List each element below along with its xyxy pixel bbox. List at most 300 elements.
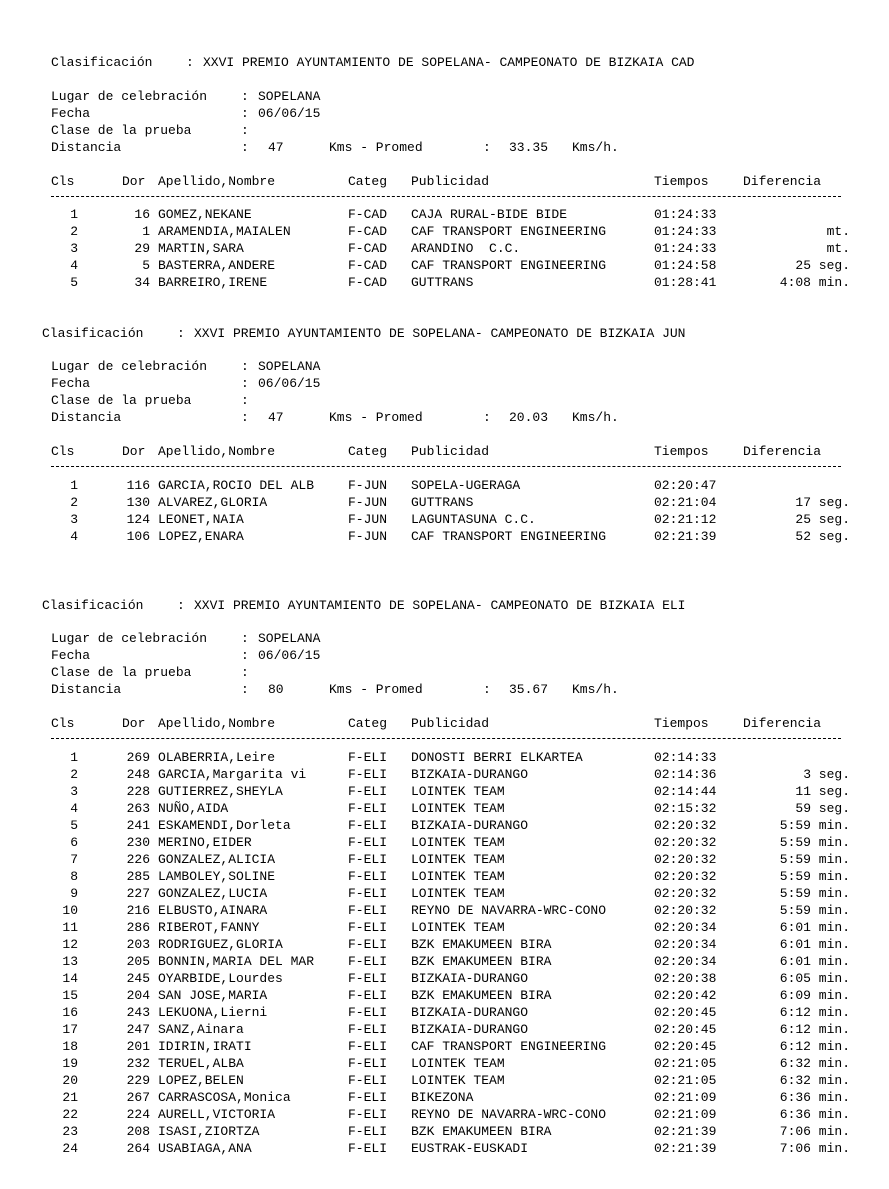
row-publicidad: BIKEZONA [411,1090,474,1105]
row-tiempo: 02:20:32 [654,818,717,833]
row-nombre: LEKUONA,Lierni [158,1005,268,1020]
row-cls: 15 [62,988,78,1003]
meta-colon: : [241,123,249,138]
row-tiempo: 02:20:34 [654,920,717,935]
row-tiempo: 02:21:05 [654,1073,717,1088]
row-dor: 116 [126,478,150,493]
row-cls: 22 [62,1107,78,1122]
row-publicidad: LOINTEK TEAM [411,920,505,935]
row-cls: 2 [70,224,78,239]
row-categ: F-ELI [348,784,388,799]
row-publicidad: CAF TRANSPORT ENGINEERING [411,224,607,239]
row-diferencia: 11 seg. [795,784,850,799]
col-header-nombre: Apellido,Nombre [158,716,276,731]
row-categ: F-ELI [348,937,388,952]
row-dor: 285 [126,869,150,884]
row-tiempo: 02:20:42 [654,988,717,1003]
row-dor: 247 [126,1022,150,1037]
row-dor: 130 [126,495,150,510]
row-cls: 3 [70,241,78,256]
row-diferencia: 6:32 min. [779,1073,850,1088]
row-publicidad: BZK EMAKUMEEN BIRA [411,988,552,1003]
row-categ: F-CAD [348,258,388,273]
row-categ: F-ELI [348,750,388,765]
row-diferencia: 5:59 min. [779,852,850,867]
row-tiempo: 02:20:34 [654,954,717,969]
row-categ: F-ELI [348,1022,388,1037]
row-tiempo: 02:20:32 [654,852,717,867]
fecha-label: Fecha [51,648,91,663]
col-header-tiempos: Tiempos [654,716,709,731]
row-cls: 12 [62,937,78,952]
row-nombre: ESKAMENDI,Dorleta [158,818,291,833]
row-nombre: IDIRIN,IRATI [158,1039,252,1054]
row-tiempo: 02:20:38 [654,971,717,986]
row-categ: F-ELI [348,869,388,884]
row-tiempo: 01:24:33 [654,207,717,222]
row-publicidad: LOINTEK TEAM [411,1073,505,1088]
row-dor: 216 [126,903,150,918]
row-diferencia: 6:12 min. [779,1005,850,1020]
row-cls: 16 [62,1005,78,1020]
row-publicidad: BIZKAIA-DURANGO [411,1022,529,1037]
row-categ: F-JUN [348,512,388,527]
row-dor: 201 [126,1039,150,1054]
row-publicidad: CAF TRANSPORT ENGINEERING [411,529,607,544]
col-header-tiempos: Tiempos [654,174,709,189]
promedio-value: 35.67 [509,682,549,697]
row-publicidad: CAF TRANSPORT ENGINEERING [411,258,607,273]
row-nombre: ALVAREZ,GLORIA [158,495,268,510]
row-cls: 18 [62,1039,78,1054]
row-dor: 5 [142,258,150,273]
row-publicidad: BZK EMAKUMEEN BIRA [411,1124,552,1139]
row-tiempo: 02:20:32 [654,886,717,901]
row-nombre: ISASI,ZIORTZA [158,1124,260,1139]
col-header-cls: Cls [51,716,75,731]
row-dor: 232 [126,1056,150,1071]
row-nombre: LEONET,NAIA [158,512,244,527]
lugar-label: Lugar de celebración [51,359,208,374]
lugar-value: SOPELANA [258,89,321,104]
row-categ: F-ELI [348,886,388,901]
row-cls: 5 [70,275,78,290]
row-categ: F-ELI [348,818,388,833]
fecha-value: 06/06/15 [258,648,321,663]
row-cls: 23 [62,1124,78,1139]
row-publicidad: BIZKAIA-DURANGO [411,1005,529,1020]
row-categ: F-ELI [348,852,388,867]
row-nombre: SANZ,Ainara [158,1022,244,1037]
fecha-value: 06/06/15 [258,106,321,121]
distancia-label: Distancia [51,140,122,155]
row-tiempo: 02:20:45 [654,1005,717,1020]
row-tiempo: 01:24:33 [654,241,717,256]
row-dor: 106 [126,529,150,544]
row-diferencia: 6:01 min. [779,937,850,952]
col-header-publicidad: Publicidad [411,444,490,459]
row-tiempo: 02:14:33 [654,750,717,765]
row-diferencia: 5:59 min. [779,835,850,850]
row-categ: F-CAD [348,207,388,222]
row-tiempo: 02:21:04 [654,495,717,510]
row-categ: F-ELI [348,1124,388,1139]
row-cls: 1 [70,478,78,493]
row-tiempo: 02:20:32 [654,835,717,850]
row-diferencia: 6:12 min. [779,1022,850,1037]
row-diferencia: 5:59 min. [779,869,850,884]
row-dor: 124 [126,512,150,527]
meta-colon: : [241,140,249,155]
row-nombre: ELBUSTO,AINARA [158,903,268,918]
row-diferencia: 52 seg. [795,529,850,544]
row-diferencia: 6:32 min. [779,1056,850,1071]
lugar-label: Lugar de celebración [51,89,208,104]
meta-colon: : [241,682,249,697]
col-header-diferencia: Diferencia [743,716,822,731]
row-tiempo: 02:21:39 [654,529,717,544]
lugar-label: Lugar de celebración [51,631,208,646]
row-nombre: BASTERRA,ANDERE [158,258,276,273]
row-dor: 203 [126,937,150,952]
row-cls: 10 [62,903,78,918]
row-categ: F-ELI [348,1107,388,1122]
row-nombre: NUÑO,AIDA [158,801,229,816]
row-cls: 6 [70,835,78,850]
row-publicidad: BIZKAIA-DURANGO [411,971,529,986]
meta-colon: : [241,89,249,104]
row-categ: F-ELI [348,920,388,935]
row-dor: 204 [126,988,150,1003]
row-publicidad: CAF TRANSPORT ENGINEERING [411,1039,607,1054]
row-categ: F-JUN [348,529,388,544]
row-diferencia: 5:59 min. [779,903,850,918]
row-publicidad: BZK EMAKUMEEN BIRA [411,937,552,952]
section-title-colon: : [177,326,185,341]
row-publicidad: LOINTEK TEAM [411,869,505,884]
distancia-value: 47 [268,410,284,425]
col-header-categ: Categ [348,716,388,731]
row-cls: 1 [70,750,78,765]
row-categ: F-ELI [348,903,388,918]
row-dor: 264 [126,1141,150,1156]
row-cls: 14 [62,971,78,986]
kms-promed-label: Kms - Promed [329,140,423,155]
row-dor: 263 [126,801,150,816]
row-publicidad: LOINTEK TEAM [411,886,505,901]
kmsh-label: Kms/h. [572,140,619,155]
row-cls: 11 [62,920,78,935]
col-header-categ: Categ [348,444,388,459]
meta-colon: : [241,665,249,680]
row-tiempo: 02:15:32 [654,801,717,816]
row-nombre: OYARBIDE,Lourdes [158,971,283,986]
row-cls: 2 [70,767,78,782]
row-diferencia: 6:36 min. [779,1090,850,1105]
row-cls: 4 [70,529,78,544]
row-tiempo: 02:20:45 [654,1022,717,1037]
row-tiempo: 02:20:32 [654,869,717,884]
row-dor: 241 [126,818,150,833]
section-title-label: Clasificación [51,55,153,70]
meta-colon: : [241,410,249,425]
row-dor: 286 [126,920,150,935]
row-categ: F-ELI [348,1039,388,1054]
row-nombre: ARAMENDIA,MAIALEN [158,224,291,239]
section-title-colon: : [186,55,194,70]
meta-colon: : [241,106,249,121]
clase-label: Clase de la prueba [51,665,192,680]
row-diferencia: 17 seg. [795,495,850,510]
meta-colon: : [483,410,491,425]
row-tiempo: 02:21:39 [654,1124,717,1139]
row-diferencia: mt. [826,224,850,239]
row-publicidad: LOINTEK TEAM [411,1056,505,1071]
row-nombre: LOPEZ,BELEN [158,1073,244,1088]
meta-colon: : [483,140,491,155]
row-categ: F-ELI [348,835,388,850]
row-dor: 229 [126,1073,150,1088]
row-cls: 1 [70,207,78,222]
kmsh-label: Kms/h. [572,682,619,697]
row-diferencia: 4:08 min. [779,275,850,290]
col-header-dor: Dor [122,444,146,459]
row-publicidad: BZK EMAKUMEEN BIRA [411,954,552,969]
distancia-value: 47 [268,140,284,155]
row-cls: 24 [62,1141,78,1156]
col-header-categ: Categ [348,174,388,189]
row-tiempo: 02:14:36 [654,767,717,782]
row-dor: 34 [134,275,150,290]
fecha-value: 06/06/15 [258,376,321,391]
row-diferencia: 6:01 min. [779,954,850,969]
row-categ: F-ELI [348,801,388,816]
row-cls: 19 [62,1056,78,1071]
distancia-label: Distancia [51,410,122,425]
row-tiempo: 02:21:09 [654,1107,717,1122]
row-tiempo: 01:24:33 [654,224,717,239]
row-cls: 7 [70,852,78,867]
row-dor: 208 [126,1124,150,1139]
row-publicidad: REYNO DE NAVARRA-WRC-CONO [411,1107,607,1122]
row-cls: 3 [70,512,78,527]
col-header-nombre: Apellido,Nombre [158,174,276,189]
row-tiempo: 02:20:47 [654,478,717,493]
row-tiempo: 02:21:39 [654,1141,717,1156]
section-title: XXVI PREMIO AYUNTAMIENTO DE SOPELANA- CAMPEONATO DE BIZKAIA CAD [203,55,695,70]
row-nombre: RODRIGUEZ,GLORIA [158,937,283,952]
row-diferencia: 25 seg. [795,258,850,273]
row-publicidad: GUTTRANS [411,275,474,290]
row-categ: F-JUN [348,478,388,493]
promedio-value: 33.35 [509,140,549,155]
row-dor: 245 [126,971,150,986]
row-nombre: BARREIRO,IRENE [158,275,268,290]
row-nombre: LOPEZ,ENARA [158,529,244,544]
row-publicidad: LOINTEK TEAM [411,852,505,867]
row-nombre: GONZALEZ,ALICIA [158,852,276,867]
col-header-dor: Dor [122,716,146,731]
row-categ: F-ELI [348,971,388,986]
row-nombre: GOMEZ,NEKANE [158,207,252,222]
row-diferencia: 5:59 min. [779,886,850,901]
row-tiempo: 02:21:12 [654,512,717,527]
lugar-value: SOPELANA [258,631,321,646]
row-dor: 267 [126,1090,150,1105]
row-cls: 4 [70,258,78,273]
col-header-cls: Cls [51,174,75,189]
row-dor: 230 [126,835,150,850]
row-dor: 1 [142,224,150,239]
row-categ: F-CAD [348,224,388,239]
row-nombre: OLABERRIA,Leire [158,750,276,765]
col-header-publicidad: Publicidad [411,174,490,189]
row-diferencia: 6:09 min. [779,988,850,1003]
row-dor: 228 [126,784,150,799]
row-diferencia: 6:36 min. [779,1107,850,1122]
row-publicidad: GUTTRANS [411,495,474,510]
row-dor: 227 [126,886,150,901]
row-publicidad: CAJA RURAL-BIDE BIDE [411,207,568,222]
meta-colon: : [483,682,491,697]
meta-colon: : [241,648,249,663]
row-dor: 248 [126,767,150,782]
row-cls: 5 [70,818,78,833]
row-cls: 9 [70,886,78,901]
col-header-diferencia: Diferencia [743,444,822,459]
distancia-label: Distancia [51,682,122,697]
col-header-tiempos: Tiempos [654,444,709,459]
row-tiempo: 02:21:05 [654,1056,717,1071]
row-cls: 2 [70,495,78,510]
row-diferencia: 6:12 min. [779,1039,850,1054]
row-dor: 16 [134,207,150,222]
kms-promed-label: Kms - Promed [329,410,423,425]
section-title-label: Clasificación [42,598,144,613]
row-nombre: MARTIN,SARA [158,241,244,256]
clase-label: Clase de la prueba [51,123,192,138]
col-header-nombre: Apellido,Nombre [158,444,276,459]
row-dor: 226 [126,852,150,867]
row-diferencia: mt. [826,241,850,256]
row-categ: F-ELI [348,988,388,1003]
row-nombre: BONNIN,MARIA DEL MAR [158,954,315,969]
row-tiempo: 02:21:09 [654,1090,717,1105]
promedio-value: 20.03 [509,410,549,425]
row-tiempo: 02:14:44 [654,784,717,799]
row-nombre: GARCIA,Margarita vi [158,767,307,782]
row-publicidad: ARANDINO C.C. [411,241,521,256]
row-dor: 205 [126,954,150,969]
row-nombre: AURELL,VICTORIA [158,1107,276,1122]
meta-colon: : [241,359,249,374]
row-tiempo: 01:24:58 [654,258,717,273]
row-publicidad: LOINTEK TEAM [411,784,505,799]
row-publicidad: LOINTEK TEAM [411,801,505,816]
row-categ: F-ELI [348,1141,388,1156]
section-title: XXVI PREMIO AYUNTAMIENTO DE SOPELANA- CAMPEONATO DE BIZKAIA ELI [194,598,686,613]
meta-colon: : [241,376,249,391]
row-categ: F-CAD [348,241,388,256]
row-nombre: GONZALEZ,LUCIA [158,886,268,901]
row-dor: 269 [126,750,150,765]
col-header-cls: Cls [51,444,75,459]
row-nombre: RIBEROT,FANNY [158,920,260,935]
row-dor: 243 [126,1005,150,1020]
col-header-diferencia: Diferencia [743,174,822,189]
row-diferencia: 25 seg. [795,512,850,527]
meta-colon: : [241,631,249,646]
row-categ: F-ELI [348,954,388,969]
separator-line [51,196,841,198]
row-diferencia: 3 seg. [803,767,850,782]
row-categ: F-ELI [348,767,388,782]
section-title-colon: : [177,598,185,613]
row-tiempo: 02:20:45 [654,1039,717,1054]
row-cls: 13 [62,954,78,969]
row-cls: 17 [62,1022,78,1037]
row-publicidad: LAGUNTASUNA C.C. [411,512,536,527]
col-header-dor: Dor [122,174,146,189]
row-nombre: SAN JOSE,MARIA [158,988,268,1003]
section-title-label: Clasificación [42,326,144,341]
row-cls: 3 [70,784,78,799]
row-diferencia: 6:01 min. [779,920,850,935]
row-publicidad: LOINTEK TEAM [411,835,505,850]
row-diferencia: 7:06 min. [779,1124,850,1139]
separator-line [51,466,841,468]
row-categ: F-ELI [348,1056,388,1071]
row-diferencia: 5:59 min. [779,818,850,833]
row-cls: 8 [70,869,78,884]
fecha-label: Fecha [51,376,91,391]
row-dor: 224 [126,1107,150,1122]
row-nombre: GARCIA,ROCIO DEL ALB [158,478,315,493]
row-publicidad: SOPELA-UGERAGA [411,478,521,493]
row-dor: 29 [134,241,150,256]
row-cls: 21 [62,1090,78,1105]
row-categ: F-CAD [348,275,388,290]
lugar-value: SOPELANA [258,359,321,374]
row-categ: F-JUN [348,495,388,510]
row-nombre: USABIAGA,ANA [158,1141,252,1156]
row-categ: F-ELI [348,1073,388,1088]
row-nombre: CARRASCOSA,Monica [158,1090,291,1105]
row-nombre: LAMBOLEY,SOLINE [158,869,276,884]
row-cls: 4 [70,801,78,816]
row-tiempo: 02:20:32 [654,903,717,918]
separator-line [51,738,841,740]
meta-colon: : [241,393,249,408]
row-diferencia: 7:06 min. [779,1141,850,1156]
row-publicidad: BIZKAIA-DURANGO [411,767,529,782]
row-nombre: TERUEL,ALBA [158,1056,244,1071]
row-publicidad: BIZKAIA-DURANGO [411,818,529,833]
section-title: XXVI PREMIO AYUNTAMIENTO DE SOPELANA- CAMPEONATO DE BIZKAIA JUN [194,326,686,341]
kms-promed-label: Kms - Promed [329,682,423,697]
row-diferencia: 6:05 min. [779,971,850,986]
kmsh-label: Kms/h. [572,410,619,425]
row-nombre: MERINO,EIDER [158,835,252,850]
row-categ: F-ELI [348,1090,388,1105]
row-tiempo: 02:20:34 [654,937,717,952]
row-tiempo: 01:28:41 [654,275,717,290]
distancia-value: 80 [268,682,284,697]
row-diferencia: 59 seg. [795,801,850,816]
row-publicidad: DONOSTI BERRI ELKARTEA [411,750,583,765]
row-categ: F-ELI [348,1005,388,1020]
clase-label: Clase de la prueba [51,393,192,408]
